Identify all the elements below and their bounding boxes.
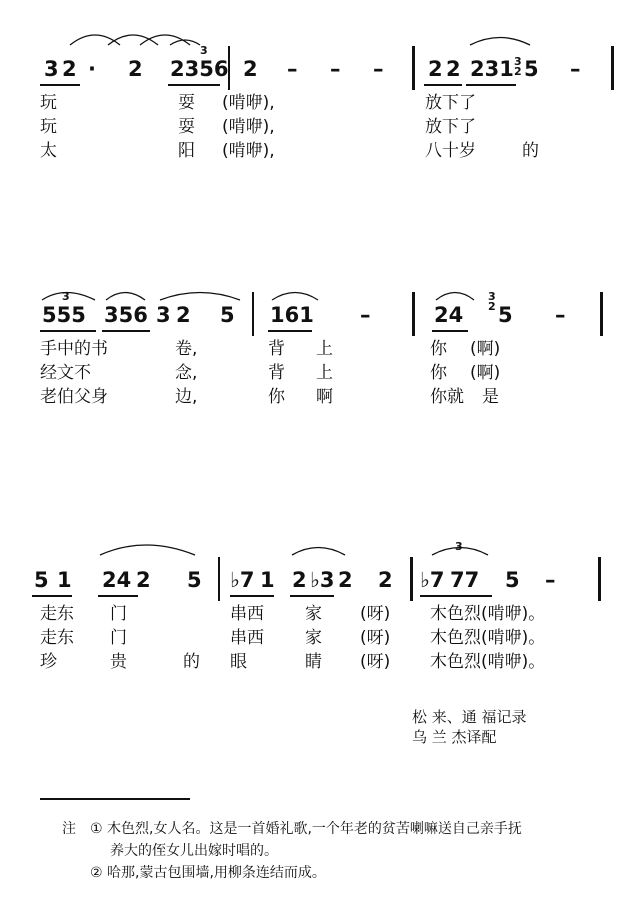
slur <box>470 38 530 46</box>
footnote-divider <box>40 798 190 800</box>
lyric-word: (啃咿), <box>222 141 275 161</box>
lyric-word: 眼 <box>230 652 247 672</box>
lyric-word: 串西 <box>230 604 264 624</box>
lyric-word: 木色烈(啃咿)。 <box>430 628 546 648</box>
lyric-word: (啃咿), <box>222 93 275 113</box>
note: 5 <box>34 568 49 592</box>
note: – <box>330 57 341 81</box>
note: 356 <box>104 303 148 327</box>
note: – <box>373 57 384 81</box>
lyric-word: 走东 <box>40 604 74 624</box>
footnote-label: 注 <box>62 821 76 837</box>
note: 161 <box>270 303 314 327</box>
note: 555 <box>42 303 86 327</box>
lyric-word: 玩 <box>40 93 57 113</box>
grace-mark: 3 <box>514 55 522 68</box>
slur <box>272 293 318 301</box>
footnote-2: ② 哈那,蒙古包围墙,用柳条连结而成。 <box>90 865 326 881</box>
credit-line-1: 松 来、通 福记录 <box>412 708 527 726</box>
grace-mark: 3 <box>488 290 496 303</box>
slur <box>432 548 488 556</box>
lyric-word: 你 <box>268 387 285 407</box>
lyric-word: 玩 <box>40 117 57 137</box>
slur <box>436 293 474 301</box>
note: – <box>545 568 556 592</box>
lyric-word: 木色烈(啃咿)。 <box>430 604 546 624</box>
lyric-word: 背 <box>268 363 285 383</box>
lyric-word: (呀) <box>360 628 391 648</box>
note: 5 <box>505 568 520 592</box>
lyric-word: 背 <box>268 339 285 359</box>
lyric-word: 门 <box>110 628 127 648</box>
lyric-word: 耍 <box>178 93 195 113</box>
note: 5 <box>187 568 202 592</box>
lyric-word: 珍 <box>40 652 57 672</box>
lyric-word: 耍 <box>178 117 195 137</box>
note: ♭7 <box>230 568 255 592</box>
note: 2 <box>338 568 353 592</box>
lyric-word: 太 <box>40 141 57 161</box>
note: – <box>555 303 566 327</box>
note: 2 <box>176 303 191 327</box>
note: 2 <box>446 57 461 81</box>
lyric-word: 边, <box>175 387 198 407</box>
lyric-word: (呀) <box>360 652 391 672</box>
lyric-word: 你就 <box>430 387 464 407</box>
slur <box>42 293 95 301</box>
note: 1 <box>260 568 275 592</box>
lyric-word: 串西 <box>230 628 264 648</box>
slur <box>108 35 158 45</box>
lyric-word: 贵 <box>110 652 127 672</box>
slur <box>106 293 145 301</box>
lyric-word: 门 <box>110 604 127 624</box>
footnote-1-line-1: ① 木色烈,女人名。这是一首婚礼歌,一个年老的贫苦喇嘛送自己亲手抚 <box>90 821 522 837</box>
lyric-word: 家 <box>305 628 322 648</box>
footnote-1-line-2: 养大的侄女儿出嫁时唱的。 <box>110 843 278 859</box>
lyric-word: 上 <box>316 339 333 359</box>
slur <box>70 35 120 45</box>
note: · <box>88 57 96 81</box>
lyric-word: (啊) <box>470 363 501 383</box>
grace-mark: 3 <box>62 290 70 303</box>
lyric-word: 的 <box>183 652 200 672</box>
slur <box>160 293 240 301</box>
note: – <box>360 303 371 327</box>
note: 2 <box>292 568 307 592</box>
note: – <box>287 57 298 81</box>
lyric-word: 放下了 <box>425 117 476 137</box>
lyric-word: 上 <box>316 363 333 383</box>
note: 2 <box>62 57 77 81</box>
note: 24 <box>102 568 132 592</box>
note: 2 <box>378 568 393 592</box>
note: 24 <box>434 303 464 327</box>
slur <box>100 545 195 555</box>
note: 5 <box>498 303 513 327</box>
credit-line-2: 乌 兰 杰译配 <box>412 728 497 746</box>
lyric-word: 睛 <box>305 652 322 672</box>
lyric-word: 放下了 <box>425 93 476 113</box>
lyric-word: 念, <box>175 363 198 383</box>
lyric-word: 啊 <box>316 387 333 407</box>
note: ♭3 <box>310 568 335 592</box>
lyric-word: (啊) <box>470 339 501 359</box>
note: – <box>570 57 581 81</box>
lyric-word: 阳 <box>178 141 195 161</box>
grace-mark: 2 <box>488 300 496 313</box>
note: 3 <box>44 57 59 81</box>
lyric-word: 老伯父身 <box>40 387 108 407</box>
lyric-word: 是 <box>482 387 499 407</box>
lyric-word: (啃咿), <box>222 117 275 137</box>
lyric-word: 木色烈(啃咿)。 <box>430 652 546 672</box>
note: 3 <box>156 303 171 327</box>
lyric-word: 八十岁 <box>425 141 476 161</box>
lyric-word: 手中的书 <box>40 339 108 359</box>
lyric-word: 走东 <box>40 628 74 648</box>
note: 2 <box>428 57 443 81</box>
note: 2 <box>136 568 151 592</box>
note: 1 <box>57 568 72 592</box>
lyric-word: 家 <box>305 604 322 624</box>
grace-mark: 3 <box>455 540 463 553</box>
lyric-word: 经文不 <box>40 363 91 383</box>
note: 77 <box>450 568 480 592</box>
note: 2 <box>128 57 143 81</box>
note: 2 <box>243 57 258 81</box>
note: ♭7 <box>420 568 445 592</box>
note: 5 <box>524 57 539 81</box>
lyric-word: 你 <box>430 339 447 359</box>
slur <box>292 548 345 556</box>
grace-mark: 2 <box>514 65 522 78</box>
lyric-word: 你 <box>430 363 447 383</box>
lyric-word: 卷, <box>175 339 198 359</box>
note: 231 <box>470 57 514 81</box>
lyric-word: (呀) <box>360 604 391 624</box>
note: 5 <box>220 303 235 327</box>
grace-mark: 3 <box>200 44 208 57</box>
lyric-word: 的 <box>522 141 539 161</box>
note: 2356 <box>170 57 229 81</box>
